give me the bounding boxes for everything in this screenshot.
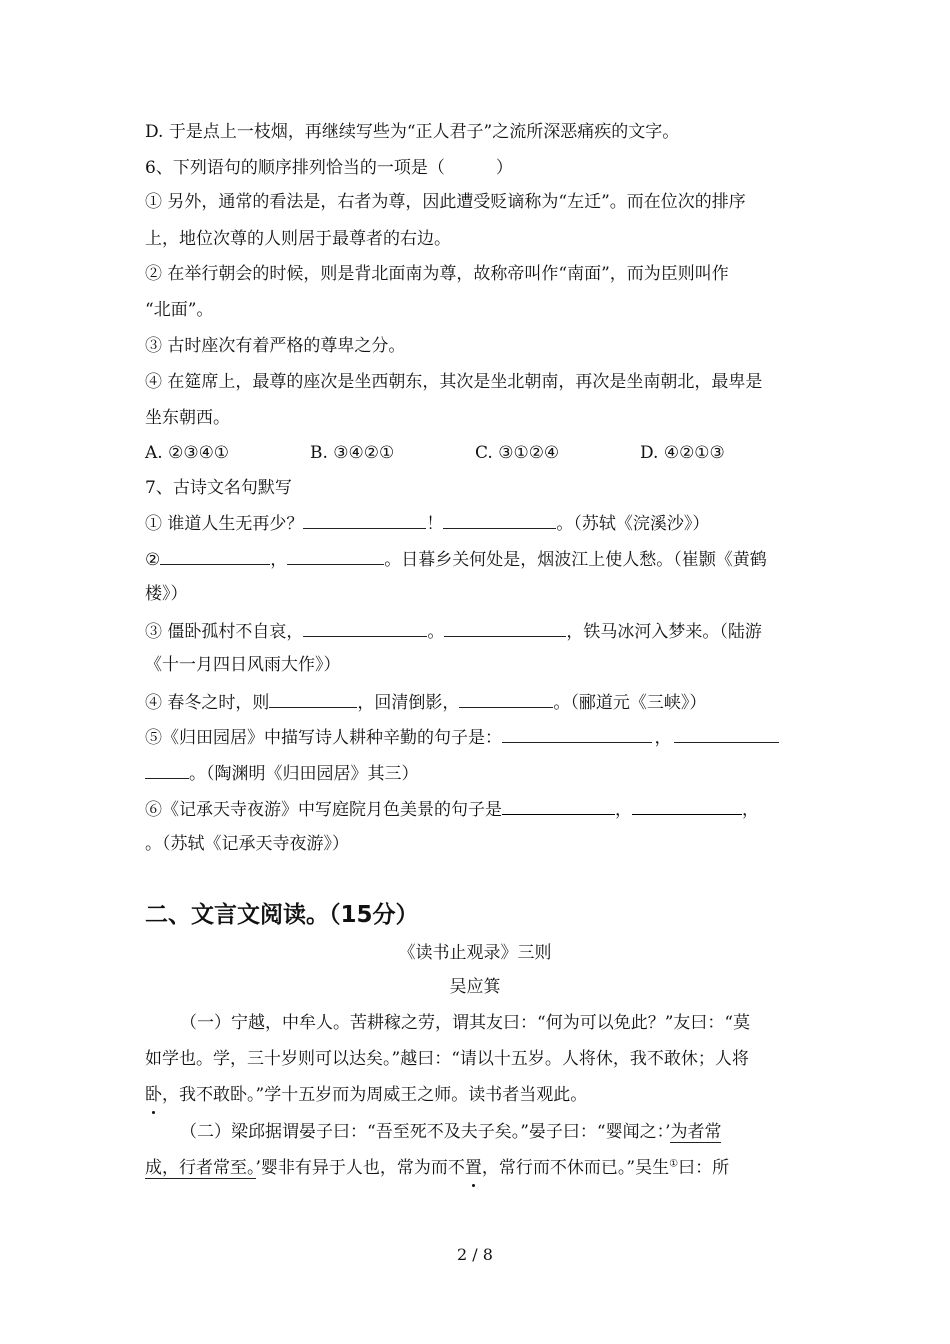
passage-title: 《读书止观录》三则 xyxy=(398,943,552,963)
answer-blank[interactable] xyxy=(674,724,779,743)
answer-blank[interactable] xyxy=(459,689,553,708)
q6-sentence-1-cont: 上，地位次尊的人则居于最尊者的右边。 xyxy=(145,229,451,249)
underlined-sentence: 成，行者常至。 xyxy=(145,1158,256,1178)
answer-blank[interactable] xyxy=(502,796,615,815)
q7-item-4: ④ 春冬之时，则 ，回清倒影， 。（郦道元《三峡》） xyxy=(145,689,706,715)
passage-paragraph-1-end: 卧，我不敢卧。”学十五岁而为周威王之师。读书者当观此。 xyxy=(145,1085,588,1105)
answer-blank[interactable] xyxy=(632,796,742,815)
q6-sentence-2-cont: “北面”。 xyxy=(145,300,214,320)
q6-option-b: B. ③④②① xyxy=(310,443,395,463)
q6-option-c: C. ③①②④ xyxy=(475,443,560,463)
answer-blank[interactable] xyxy=(145,760,189,779)
passage-paragraph-1: （一）宁越，中牟人。苦耕稼之劳，谓其友曰：“何为可以免此？”友曰：“莫 xyxy=(180,1013,751,1033)
q6-options xyxy=(145,441,805,465)
q6-sentence-4: ④ 在筵席上，最尊的座次是坐西朝东，其次是坐北朝南，再次是坐南朝北，最卑是 xyxy=(145,372,763,392)
q7-title: 7、古诗文名句默写 xyxy=(145,478,292,498)
footnote-marker: ① xyxy=(669,1158,679,1170)
q6-sentence-2: ② 在举行朝会的时候，则是背北面南为尊，故称帝叫作“南面”，而为臣则叫作 xyxy=(145,264,729,284)
q6-option-d: D. ④②①③ xyxy=(640,443,725,463)
passage-paragraph-2: （二）梁邱据谓晏子曰：“吾至死不及夫子矣。”晏子曰：“婴闻之：’为者常 xyxy=(180,1122,722,1142)
answer-blank[interactable] xyxy=(303,510,426,529)
passage-paragraph-2-cont: 成，行者常至。’婴非有异于人也，常为而不置，常行而不休而已。”吴生①曰：所 xyxy=(145,1158,730,1178)
q7-item-6: ⑥《记承天寺夜游》中写庭院月色美景的句子是 ， ， xyxy=(145,796,759,822)
passage-paragraph-1-cont: 如学也。学，三十岁则可以达矣。”越曰：“请以十五岁。人将休，我不敢休；人将 xyxy=(145,1049,749,1069)
emphasis-dot-char: 置 xyxy=(464,1158,482,1178)
q6-option-a: A. ②③④① xyxy=(145,443,230,463)
q7-item-5-cont: 。（陶渊明《归田园居》其三） xyxy=(145,760,419,786)
q5-option-d: D. 于是点上一枝烟，再继续写些为“正人君子”之流所深恶痛疾的文字。 xyxy=(145,122,680,142)
answer-blank[interactable] xyxy=(160,546,270,565)
answer-blank[interactable] xyxy=(287,546,384,565)
answer-blank[interactable] xyxy=(303,618,427,637)
q7-item-6-cont: 。（苏轼《记承天寺夜游》） xyxy=(145,834,349,854)
q6-title: 6、下列语句的顺序排列恰当的一项是（ ） xyxy=(145,158,513,178)
q7-item-3: ③ 僵卧孤村不自哀， 。 ，铁马冰河入梦来。（陆游 xyxy=(145,618,762,644)
q6-sentence-3: ③ 古时座次有着严格的尊卑之分。 xyxy=(145,336,406,356)
q7-item-2: ② ， 。日暮乡关何处是，烟波江上使人愁。（崔颢《黄鹤 xyxy=(145,546,767,572)
q6-sentence-4-cont: 坐东朝西。 xyxy=(145,408,230,428)
answer-blank[interactable] xyxy=(444,618,566,637)
q7-item-5: ⑤《归田园居》中描写诗人耕种辛勤的句子是： ， xyxy=(145,724,779,750)
q6-sentence-1: ① 另外，通常的看法是，右者为尊，因此遭受贬谪称为“左迁”。而在位次的排序 xyxy=(145,192,746,212)
answer-blank[interactable] xyxy=(502,724,652,743)
emphasis-dot-char: 卧 xyxy=(145,1085,162,1105)
q7-item-3-cont: 《十一月四日风雨大作》） xyxy=(145,655,341,675)
passage-author: 吴应箕 xyxy=(449,977,501,997)
page-number: 2 / 8 xyxy=(457,1245,493,1264)
section-heading: 二、文言文阅读。（15分） xyxy=(145,902,419,928)
q7-item-2-cont: 楼》） xyxy=(145,584,188,604)
answer-blank[interactable] xyxy=(443,510,556,529)
q7-item-1: ① 谁道人生无再少？ ！ 。（苏轼《浣溪沙》） xyxy=(145,510,709,536)
underlined-sentence: 为者常 xyxy=(670,1122,722,1142)
answer-blank[interactable] xyxy=(269,689,357,708)
